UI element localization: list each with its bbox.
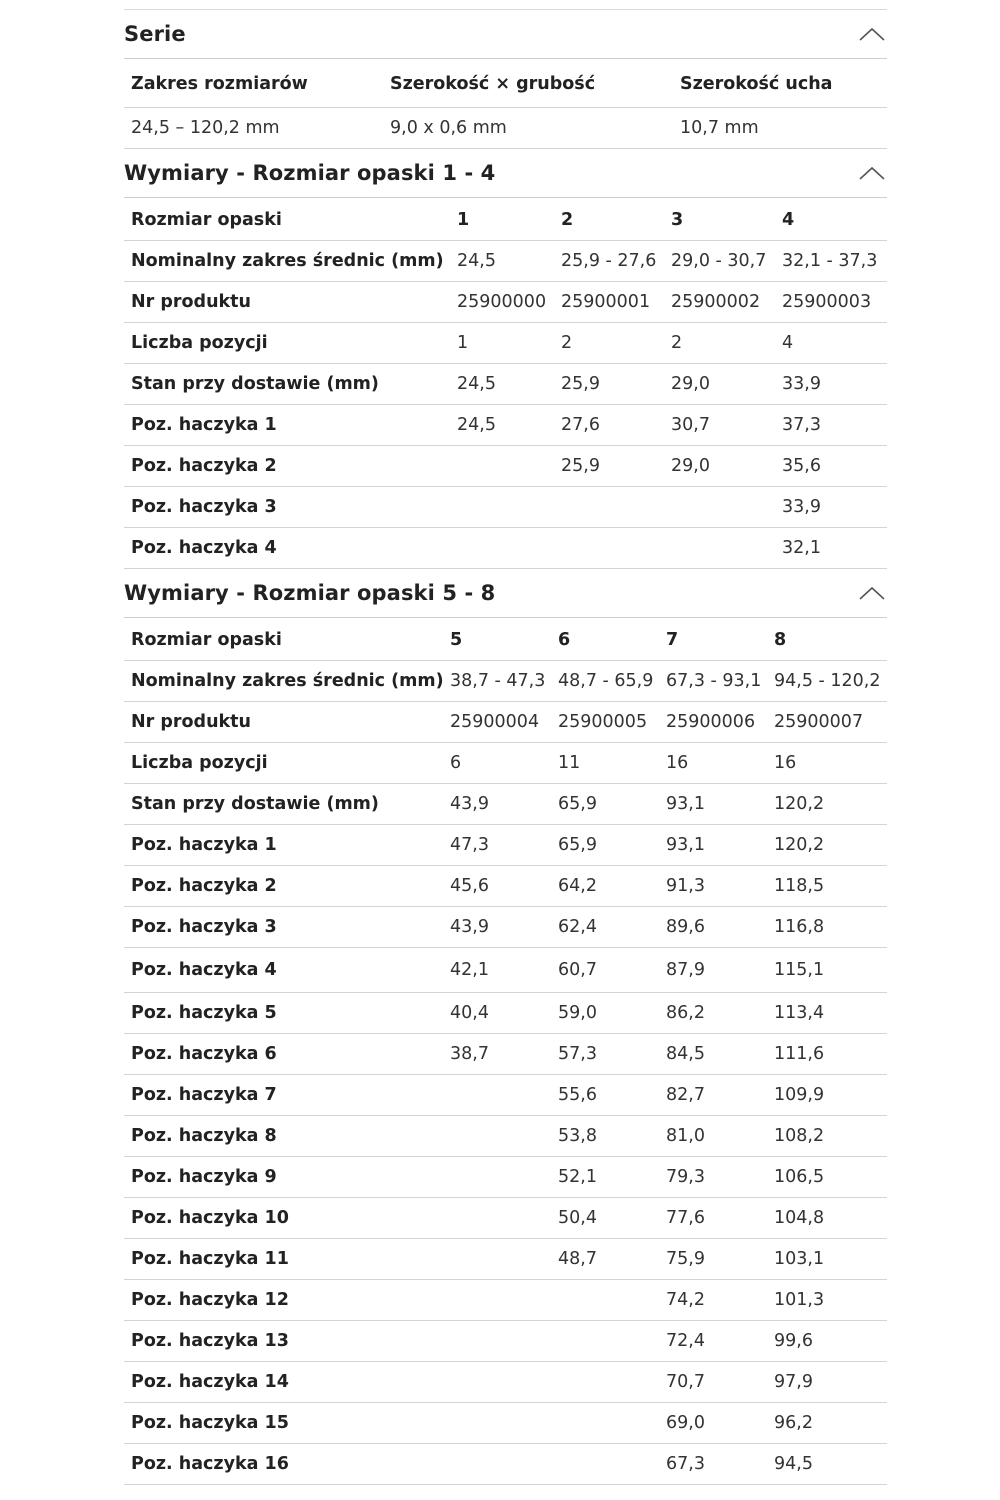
row-label: Stan przy dostawie (mm) [124,364,450,405]
column-header: 5 [443,618,551,661]
table-cell [554,528,664,569]
table-cell [664,487,775,528]
table-cell: 24,5 [450,364,554,405]
table-cell: 70,7 [659,1362,767,1403]
table-row [124,1075,887,1116]
column-header: 8 [767,618,887,661]
table-cell: 35,6 [775,446,887,487]
table-cell: 103,1 [767,1239,887,1280]
table-header-row [124,198,887,241]
table-row [124,907,887,948]
table-cell: 65,9 [551,784,659,825]
column-header: Szerokość × grubość [383,59,673,108]
row-label: Poz. haczyka 1 [124,825,443,866]
table-row [124,948,887,993]
table-cell [551,1362,659,1403]
table-cell: 29,0 [664,364,775,405]
column-header: 4 [775,198,887,241]
table-row [124,743,887,784]
chevron-up-icon[interactable] [858,164,886,182]
table-cell [450,528,554,569]
table-cell [551,1444,659,1485]
table-cell: 69,0 [659,1403,767,1444]
table-row [124,528,887,569]
table-cell: 38,7 [443,1034,551,1075]
table-cell: 6 [443,743,551,784]
row-label: Liczba pozycji [124,743,443,784]
table-cell: 116,8 [767,907,887,948]
table-cell: 104,8 [767,1198,887,1239]
table-cell: 32,1 - 37,3 [775,241,887,282]
table-row [124,364,887,405]
table-cell: 67,3 - 93,1 [659,661,767,702]
table-cell: 24,5 [450,241,554,282]
table-cell: 25900007 [767,702,887,743]
column-header: Zakres rozmiarów [124,59,383,108]
table-cell: 25900000 [450,282,554,323]
table-cell: 106,5 [767,1157,887,1198]
row-label: Poz. haczyka 5 [124,993,443,1034]
table-row [124,323,887,364]
table-cell: 11 [551,743,659,784]
table-cell: 25900004 [443,702,551,743]
table-cell: 24,5 [450,405,554,446]
column-header: 6 [551,618,659,661]
section-title-serie: Serie [124,22,186,46]
table-cell: 99,6 [767,1321,887,1362]
table-cell: 38,7 - 47,3 [443,661,551,702]
table-cell: 93,1 [659,784,767,825]
row-label: Poz. haczyka 4 [124,948,443,993]
table-row [124,1444,887,1485]
table-cell [443,1362,551,1403]
table-cell: 27,6 [554,405,664,446]
table-cell: 4 [775,323,887,364]
table-cell [551,1321,659,1362]
row-label: Poz. haczyka 8 [124,1116,443,1157]
row-label: Poz. haczyka 6 [124,1034,443,1075]
table-cell: 25900002 [664,282,775,323]
table-cell: 81,0 [659,1116,767,1157]
table-cell: 82,7 [659,1075,767,1116]
table-row [124,446,887,487]
table-cell: 94,5 [767,1444,887,1485]
table-cell: 40,4 [443,993,551,1034]
row-label: Poz. haczyka 14 [124,1362,443,1403]
section-title-sizes-1-4: Wymiary - Rozmiar opaski 1 - 4 [124,161,496,185]
table-cell: 10,7 mm [673,108,887,149]
table-cell: 60,7 [551,948,659,993]
row-label: Poz. haczyka 12 [124,1280,443,1321]
table-row [124,661,887,702]
table-cell: 45,6 [443,866,551,907]
chevron-up-icon[interactable] [858,25,886,43]
row-label: Poz. haczyka 15 [124,1403,443,1444]
table-cell: 91,3 [659,866,767,907]
column-header: 7 [659,618,767,661]
table-cell: 29,0 - 30,7 [664,241,775,282]
table-cell: 48,7 - 65,9 [551,661,659,702]
table-cell: 25,9 [554,446,664,487]
table-cell: 96,2 [767,1403,887,1444]
table-cell: 25,9 - 27,6 [554,241,664,282]
table-cell: 67,3 [659,1444,767,1485]
row-label: Nominalny zakres średnic (mm) [124,241,450,282]
table-cell: 33,9 [775,487,887,528]
row-label: Rozmiar opaski [124,618,443,661]
table-cell: 50,4 [551,1198,659,1239]
row-label: Poz. haczyka 4 [124,528,450,569]
table-row [124,241,887,282]
table-row [124,1034,887,1075]
table-header-row [124,59,887,108]
table-row [124,1280,887,1321]
table-cell: 65,9 [551,825,659,866]
table-cell: 16 [767,743,887,784]
table-cell: 97,9 [767,1362,887,1403]
table-cell [443,1280,551,1321]
row-label: Nr produktu [124,282,450,323]
table-cell: 79,3 [659,1157,767,1198]
table-row [124,1198,887,1239]
table-cell: 25900003 [775,282,887,323]
table-cell [450,487,554,528]
row-label: Poz. haczyka 9 [124,1157,443,1198]
table-cell: 48,7 [551,1239,659,1280]
table-cell: 118,5 [767,866,887,907]
row-label: Nominalny zakres średnic (mm) [124,661,443,702]
section-title-sizes-5-8: Wymiary - Rozmiar opaski 5 - 8 [124,581,496,605]
row-label: Poz. haczyka 2 [124,866,443,907]
section-header-sizes-1-4[interactable] [124,149,887,198]
table-cell: 64,2 [551,866,659,907]
column-header: Szerokość ucha [673,59,887,108]
table-cell: 86,2 [659,993,767,1034]
table-row [124,702,887,743]
table-cell: 9,0 x 0,6 mm [383,108,673,149]
table-cell: 43,9 [443,784,551,825]
table-cell: 115,1 [767,948,887,993]
section-header-serie[interactable] [124,10,887,59]
table-cell: 62,4 [551,907,659,948]
table-cell [443,1444,551,1485]
row-label: Poz. haczyka 16 [124,1444,443,1485]
table-cell: 72,4 [659,1321,767,1362]
section-header-sizes-5-8[interactable] [124,569,887,618]
row-label: Poz. haczyka 1 [124,405,450,446]
row-label: Stan przy dostawie (mm) [124,784,443,825]
table-cell [443,1116,551,1157]
row-label: Rozmiar opaski [124,198,450,241]
top-divider [124,0,887,10]
row-label: Nr produktu [124,702,443,743]
table-cell [443,1239,551,1280]
table-cell: 25900001 [554,282,664,323]
table-cell: 101,3 [767,1280,887,1321]
column-header: 2 [554,198,664,241]
serie-table [124,59,887,149]
table-cell [443,1075,551,1116]
chevron-up-icon[interactable] [858,584,886,602]
table-cell: 25,9 [554,364,664,405]
table-row [124,993,887,1034]
table-cell: 32,1 [775,528,887,569]
table-cell: 33,9 [775,364,887,405]
table-cell: 77,6 [659,1198,767,1239]
row-label: Poz. haczyka 7 [124,1075,443,1116]
table-cell: 47,3 [443,825,551,866]
table-row [124,1362,887,1403]
row-label: Poz. haczyka 10 [124,1198,443,1239]
table-cell: 42,1 [443,948,551,993]
table-row [124,866,887,907]
table-cell [551,1403,659,1444]
table-row [124,1403,887,1444]
table-cell: 87,9 [659,948,767,993]
table-cell: 93,1 [659,825,767,866]
table-row [124,108,887,149]
spec-panel [124,0,887,1485]
table-cell: 59,0 [551,993,659,1034]
table-cell: 108,2 [767,1116,887,1157]
table-cell [443,1198,551,1239]
table-cell [443,1403,551,1444]
table-cell: 55,6 [551,1075,659,1116]
row-label: Poz. haczyka 3 [124,487,450,528]
table-cell: 1 [450,323,554,364]
row-label: Poz. haczyka 13 [124,1321,443,1362]
table-cell: 53,8 [551,1116,659,1157]
table-row [124,282,887,323]
table-row [124,1116,887,1157]
table-cell: 120,2 [767,825,887,866]
table-cell: 113,4 [767,993,887,1034]
table-row [124,1239,887,1280]
table-cell: 24,5 – 120,2 mm [124,108,383,149]
row-label: Poz. haczyka 2 [124,446,450,487]
table-cell [443,1321,551,1362]
table-cell: 16 [659,743,767,784]
table-cell [664,528,775,569]
table-cell [551,1280,659,1321]
table-cell [443,1157,551,1198]
table-cell: 43,9 [443,907,551,948]
table-cell: 29,0 [664,446,775,487]
column-header: 1 [450,198,554,241]
table-cell: 57,3 [551,1034,659,1075]
table-row [124,784,887,825]
row-label: Poz. haczyka 3 [124,907,443,948]
sizes-5-8-table [124,618,887,1485]
table-cell: 37,3 [775,405,887,446]
table-cell: 2 [664,323,775,364]
table-cell [554,487,664,528]
table-row [124,405,887,446]
table-cell: 120,2 [767,784,887,825]
table-cell: 2 [554,323,664,364]
table-cell: 25900006 [659,702,767,743]
table-cell: 111,6 [767,1034,887,1075]
column-header: 3 [664,198,775,241]
table-cell: 94,5 - 120,2 [767,661,887,702]
table-cell: 89,6 [659,907,767,948]
table-cell: 74,2 [659,1280,767,1321]
table-cell: 30,7 [664,405,775,446]
table-cell: 25900005 [551,702,659,743]
table-cell: 84,5 [659,1034,767,1075]
table-cell: 109,9 [767,1075,887,1116]
table-header-row [124,618,887,661]
table-row [124,1321,887,1362]
row-label: Poz. haczyka 11 [124,1239,443,1280]
table-row [124,825,887,866]
sizes-1-4-table [124,198,887,569]
table-row [124,487,887,528]
table-cell: 75,9 [659,1239,767,1280]
table-cell: 52,1 [551,1157,659,1198]
table-row [124,1157,887,1198]
row-label: Liczba pozycji [124,323,450,364]
table-cell [450,446,554,487]
